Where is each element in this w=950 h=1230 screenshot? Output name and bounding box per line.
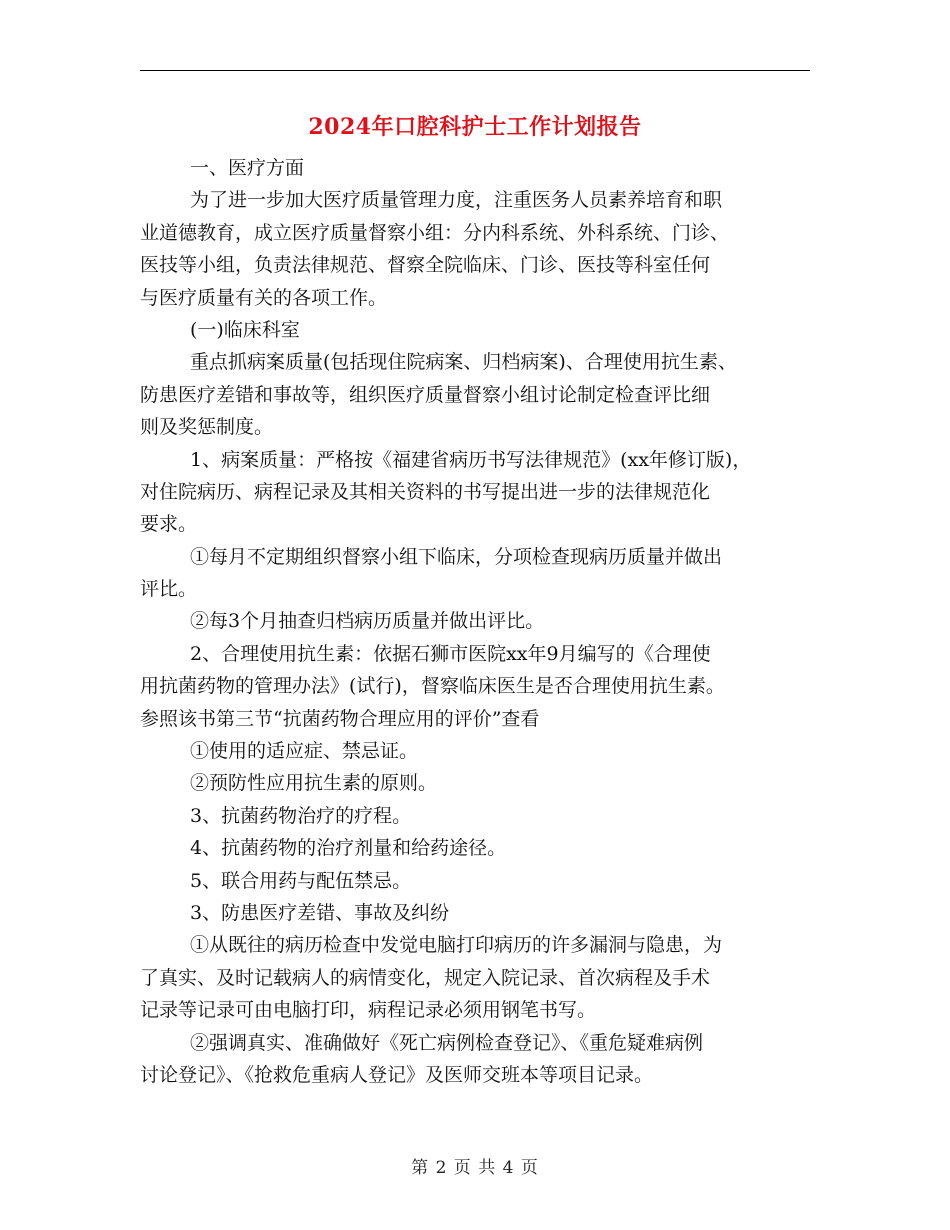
- paragraph-line: 2、合理使用抗生素：依据石狮市医院xx年9月编写的《合理使: [190, 642, 711, 665]
- header-rule: [140, 70, 810, 71]
- paragraph-line: 要求。: [140, 513, 198, 536]
- list-item: 讨论登记》、《抢救危重病人登记》及医师交班本等项目记录。: [140, 1063, 654, 1086]
- list-item: 3、抗菌药物治疗的疗程。: [190, 804, 412, 827]
- paragraph-line: 用抗菌药物的管理办法》(试行)，督察临床医生是否合理使用抗生素。: [140, 675, 725, 698]
- paragraph-line: 医技等小组，负责法律规范、督察全院临床、门诊、医技等科室任何: [140, 254, 711, 277]
- list-item: 评比。: [140, 578, 198, 601]
- paragraph-line: 则及奖惩制度。: [140, 416, 274, 439]
- document-body: [140, 152, 812, 1091]
- list-item: 4、抗菌药物的治疗剂量和给药途径。: [190, 837, 507, 860]
- list-item: ①从既往的病历检查中发觉电脑打印病历的许多漏洞与隐患，为: [190, 934, 723, 957]
- paragraph-line: 参照该书第三节“抗菌药物合理应用的评价”查看: [140, 707, 540, 730]
- heading-errors: 3、防患医疗差错、事故及纠纷: [190, 901, 450, 924]
- paragraph-line: 防患医疗差错和事故等，组织医疗质量督察小组讨论制定检查评比细: [140, 383, 711, 406]
- paragraph-line: 1、病案质量：严格按《福建省病历书写法律规范》(xx年修订版)，: [190, 448, 752, 471]
- page-number: 第 2 页 共 4 页: [411, 1158, 539, 1178]
- list-item: ①每月不定期组织督察小组下临床，分项检查现病历质量并做出: [190, 545, 723, 568]
- heading-clinical: (一)临床科室: [190, 318, 300, 341]
- list-item: ②每3个月抽查归档病历质量并做出评比。: [190, 610, 545, 633]
- paragraph-line: 与医疗质量有关的各项工作。: [140, 286, 388, 309]
- list-item: 5、联合用药与配伍禁忌。: [190, 869, 412, 892]
- list-item: 了真实、及时记载病人的病情变化，规定入院记录、首次病程及手术: [140, 966, 711, 989]
- paragraph-line: 为了进一步加大医疗质量管理力度，注重医务人员素养培育和职: [190, 189, 723, 212]
- paragraph-line: 重点抓病案质量(包括现住院病案、归档病案)、合理使用抗生素、: [190, 351, 737, 374]
- list-item: ②预防性应用抗生素的原则。: [190, 772, 438, 795]
- list-item: 记录等记录可由电脑打印，病程记录必须用钢笔书写。: [140, 999, 597, 1022]
- paragraph-line: 业道德教育，成立医疗质量督察小组：分内科系统、外科系统、门诊、: [140, 221, 730, 244]
- heading-medical: 一、医疗方面: [190, 157, 305, 179]
- paragraph-line: 对住院病历、病程记录及其相关资料的书写提出进一步的法律规范化: [140, 480, 711, 503]
- document-title: 2024年口腔科护士工作计划报告: [308, 114, 642, 140]
- list-item: ②强调真实、准确做好《死亡病例检查登记》、《重危疑难病例: [190, 1031, 704, 1054]
- list-item: ①使用的适应症、禁忌证。: [190, 740, 419, 763]
